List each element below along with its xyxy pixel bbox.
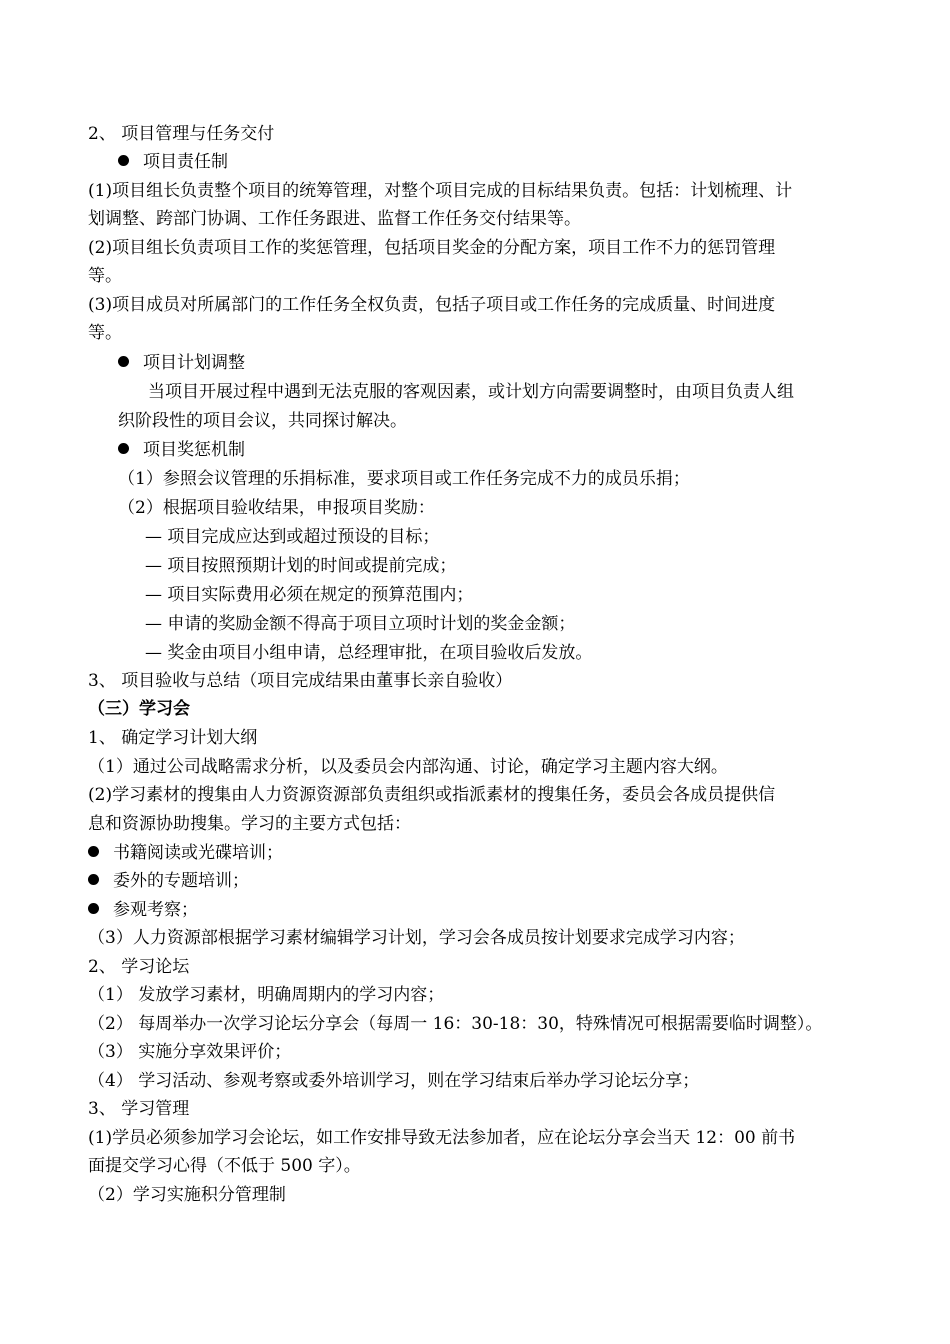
bullet-text: 项目计划调整: [143, 353, 245, 373]
bullet-item: [118, 352, 245, 374]
bullet-text: 委外的专题培训；: [113, 871, 249, 891]
list-item: （1） 发放学习素材，明确周期内的学习内容；: [88, 985, 445, 1005]
bullet-item: [118, 151, 228, 173]
section-heading: 2、 项目管理与任务交付: [88, 124, 275, 144]
paragraph-line: （1）通过公司战略需求分析，以及委员会内部沟通、讨论，确定学习主题内容大纲。: [88, 757, 728, 777]
list-item: （4） 学习活动、参观考察或委外培训学习，则在学习结束后举办学习论坛分享；: [88, 1071, 700, 1091]
section-heading: 3、 学习管理: [88, 1099, 190, 1119]
paragraph-line: 等。: [88, 323, 122, 343]
bullet-icon: [88, 874, 99, 885]
paragraph-line: （1）参照会议管理的乐捐标准，要求项目或工作任务完成不力的成员乐捐；: [118, 469, 690, 489]
paragraph-line: 当项目开展过程中遇到无法克服的客观因素，或计划方向需要调整时，由项目负责人组: [148, 382, 794, 402]
bullet-item: [118, 439, 245, 461]
dash-item: — 项目按照预期计划的时间或提前完成；: [145, 556, 457, 576]
bullet-item: [88, 842, 283, 864]
section-heading: 3、 项目验收与总结（项目完成结果由董事长亲自验收）: [88, 671, 513, 691]
bullet-text: 参观考察；: [113, 900, 198, 920]
bullet-text: 项目奖惩机制: [143, 440, 245, 460]
paragraph-line: (2)项目组长负责项目工作的奖惩管理，包括项目奖金的分配方案，项目工作不力的惩罚管理: [88, 238, 776, 258]
paragraph-line: (1)项目组长负责整个项目的统筹管理，对整个项目完成的目标结果负责。包括：计划梳理、计: [88, 181, 793, 201]
bullet-icon: [118, 155, 129, 166]
dash-item: — 申请的奖励金额不得高于项目立项时计划的奖金金额；: [145, 614, 576, 634]
bullet-text: 书籍阅读或光碟培训；: [113, 843, 283, 863]
bullet-icon: [118, 356, 129, 367]
bullet-icon: [88, 903, 99, 914]
paragraph-line: （2）学习实施积分管理制: [88, 1185, 286, 1205]
paragraph-line: （3）人力资源部根据学习素材编辑学习计划，学习会各成员按计划要求完成学习内容；: [88, 928, 745, 948]
bullet-item: [88, 870, 249, 892]
paragraph-line: 面提交学习心得（不低于 500 字）。: [88, 1156, 361, 1176]
list-item: （3） 实施分享效果评价；: [88, 1042, 292, 1062]
dash-item: — 项目完成应达到或超过预设的目标；: [145, 527, 440, 547]
section-heading: 2、 学习论坛: [88, 957, 190, 977]
paragraph-line: 划调整、跨部门协调、工作任务跟进、监督工作任务交付结果等。: [88, 209, 581, 229]
dash-item: — 奖金由项目小组申请，总经理审批，在项目验收后发放。: [145, 643, 593, 663]
paragraph-line: (3)项目成员对所属部门的工作任务全权负责，包括子项目或工作任务的完成质量、时间进度: [88, 295, 776, 315]
paragraph-line: (1)学员必须参加学习会论坛，如工作安排导致无法参加者，应在论坛分享会当天 12：00 前书: [88, 1128, 796, 1148]
dash-item: — 项目实际费用必须在规定的预算范围内；: [145, 585, 474, 605]
paragraph-line: 等。: [88, 266, 122, 286]
paragraph-line: (2)学习素材的搜集由人力资源资源部负责组织或指派素材的搜集任务，委员会各成员提供信: [88, 785, 776, 805]
paragraph-line: 织阶段性的项目会议，共同探讨解决。: [118, 411, 407, 431]
list-item: （2） 每周举办一次学习论坛分享会（每周一 16：30-18：30，特殊情况可根据需要临时调整）。: [88, 1014, 823, 1034]
section-heading: 1、 确定学习计划大纲: [88, 728, 258, 748]
paragraph-line: （2）根据项目验收结果，申报项目奖励：: [118, 498, 435, 518]
paragraph-line: 息和资源协助搜集。学习的主要方式包括：: [88, 814, 411, 834]
chapter-heading: （三）学习会: [88, 699, 190, 719]
bullet-icon: [118, 443, 129, 454]
bullet-text: 项目责任制: [143, 152, 228, 172]
bullet-icon: [88, 846, 99, 857]
bullet-item: [88, 899, 198, 921]
